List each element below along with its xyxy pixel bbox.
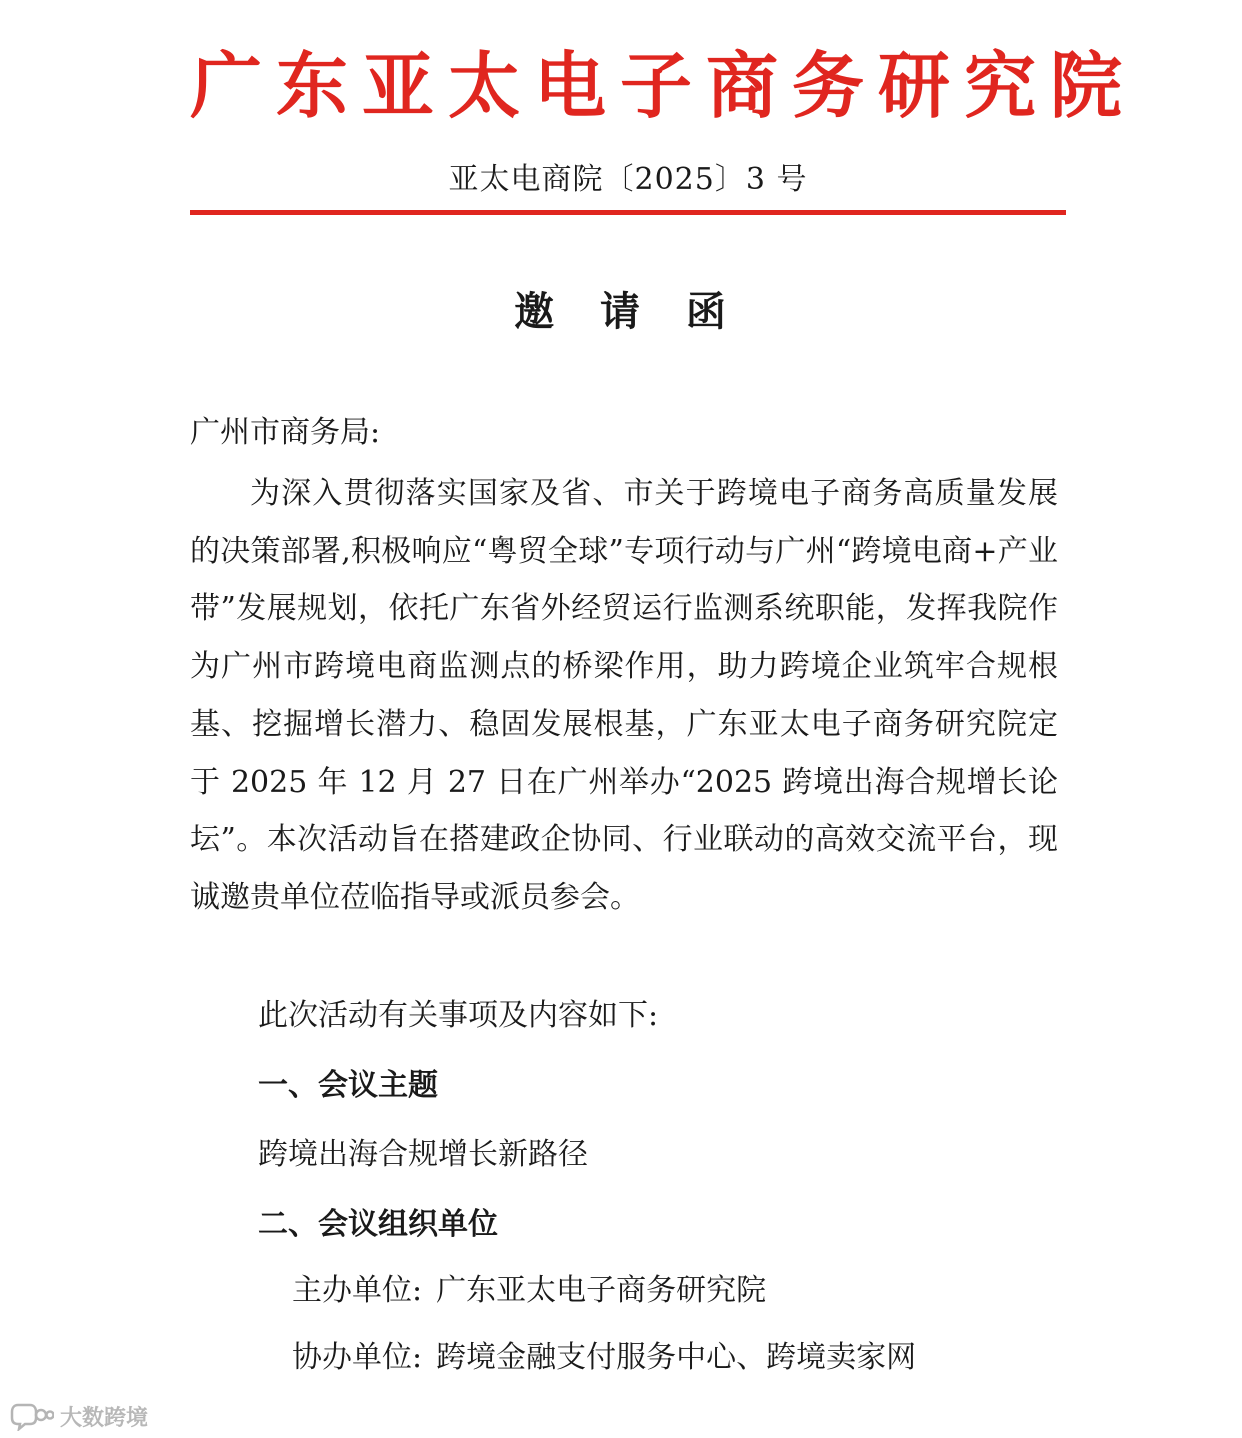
- chat-bubble-logo-icon: [10, 1401, 54, 1431]
- lead-line: 此次活动有关事项及内容如下:: [258, 998, 659, 1033]
- organizer-label: 协办单位:: [292, 1340, 423, 1375]
- organizer-row-host: [292, 1268, 766, 1314]
- salutation: 广州市商务局:: [190, 415, 381, 450]
- organizer-label: 主办单位:: [292, 1273, 423, 1308]
- document-number: 亚太电商院〔2025〕3 号: [448, 162, 808, 197]
- body-paragraph: 为深入贯彻落实国家及省、市关于跨境电子商务高质量发展的决策部署,积极响应“粤贸全球”专项行动与广州“跨境电商+产业带”发展规划，依托广东省外经贸运行监测系统职能，发挥我院作为广州市跨境电商监测点的桥梁作用，助力跨境企业筑牢合规根基、挖掘增长潜力、稳固发展根基，广东亚太电子商务研究院定于 2025 年 12 月 27 日在广州举办“2025 跨境出海合规增长论坛”。本次活动旨在搭建政企协同、行业联动的高效交流平台，现诚邀贵单位莅临指导或派员参会。: [190, 476, 1058, 915]
- organizer-value: 广东亚太电子商务研究院: [436, 1273, 767, 1308]
- organizer-row-co-host: [292, 1335, 916, 1381]
- theme-text: 跨境出海合规增长新路径: [258, 1137, 588, 1172]
- organizer-value: 跨境金融支付服务中心、跨境卖家网: [436, 1340, 917, 1375]
- organization-header: 广东亚太电子商务研究院: [190, 44, 1137, 128]
- document-title: 邀 请 函: [514, 289, 742, 335]
- watermark-text: 大数跨境: [60, 1405, 149, 1431]
- section-heading-organizers: 二、会议组织单位: [258, 1207, 498, 1242]
- red-divider-line: [190, 210, 1066, 215]
- watermark: [10, 1398, 148, 1434]
- section-heading-theme: 一、会议主题: [258, 1068, 438, 1103]
